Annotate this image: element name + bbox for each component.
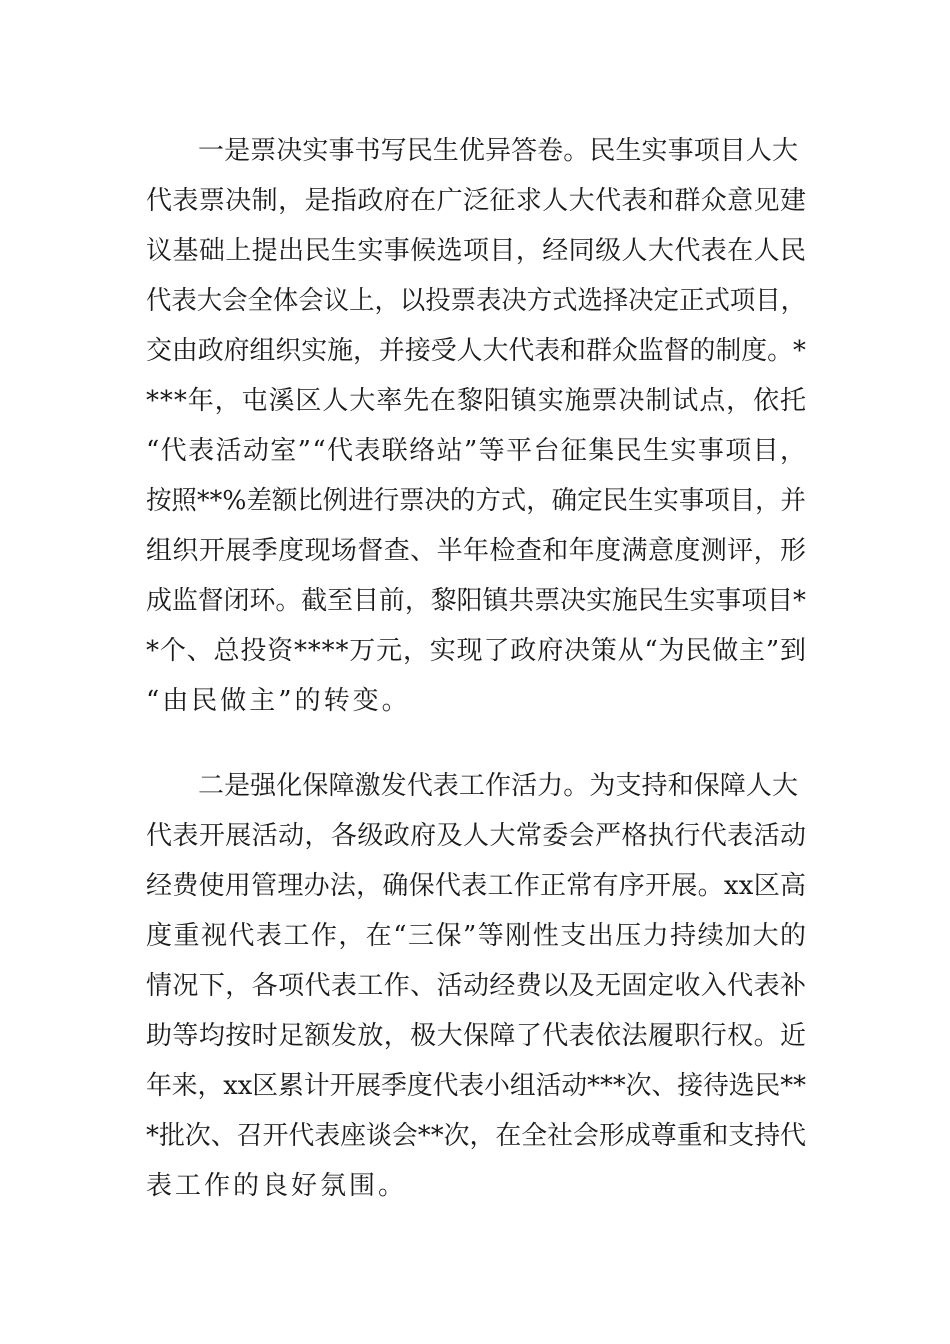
text-line: 助等均按时足额发放，极大保障了代表依法履职行权。近 (146, 1021, 807, 1051)
text-line: ***年，屯溪区人大率先在黎阳镇实施票决制试点，依托 (146, 386, 807, 416)
text-line: 组织开展季度现场督查、半年检查和年度满意度测评，形 (146, 536, 807, 566)
text-line: *个、总投资****万元，实现了政府决策从“为民做主”到 (146, 636, 807, 666)
text-line: 表工作的良好氛围。 (146, 1171, 408, 1201)
text-line: 一是票决实事书写民生优异答卷。民生实事项目人大 (198, 136, 799, 166)
text-line: 议基础上提出民生实事候选项目，经同级人大代表在人民 (146, 236, 807, 266)
text-line: “代表活动室”“代表联络站”等平台征集民生实事项目， (146, 436, 808, 466)
text-line: 交由政府组织实施，并接受人大代表和群众监督的制度。* (146, 336, 806, 366)
text-line: *批次、召开代表座谈会**次，在全社会形成尊重和支持代 (146, 1121, 806, 1151)
text-line: 度重视代表工作，在“三保”等刚性支出压力持续加大的 (146, 921, 808, 951)
text-line: 二是强化保障激发代表工作活力。为支持和保障人大 (198, 771, 799, 801)
text-line: 经费使用管理办法，确保代表工作正常有序开展。xx区高 (146, 871, 807, 901)
text-line: 代表开展活动，各级政府及人大常委会严格执行代表活动 (146, 821, 807, 851)
text-line: 按照**%差额比例进行票决的方式，确定民生实事项目，并 (146, 486, 806, 516)
text-line: 年来，xx区累计开展季度代表小组活动***次、接待选民** (146, 1071, 806, 1101)
text-line: 代表票决制，是指政府在广泛征求人大代表和群众意见建 (146, 186, 807, 216)
text-line: 情况下，各项代表工作、活动经费以及无固定收入代表补 (146, 971, 807, 1001)
text-line: “由民做主”的转变。 (146, 686, 411, 716)
text-line: 成监督闭环。截至目前，黎阳镇共票决实施民生实事项目* (146, 586, 806, 616)
text-line: 代表大会全体会议上，以投票表决方式选择决定正式项目， (146, 286, 806, 316)
